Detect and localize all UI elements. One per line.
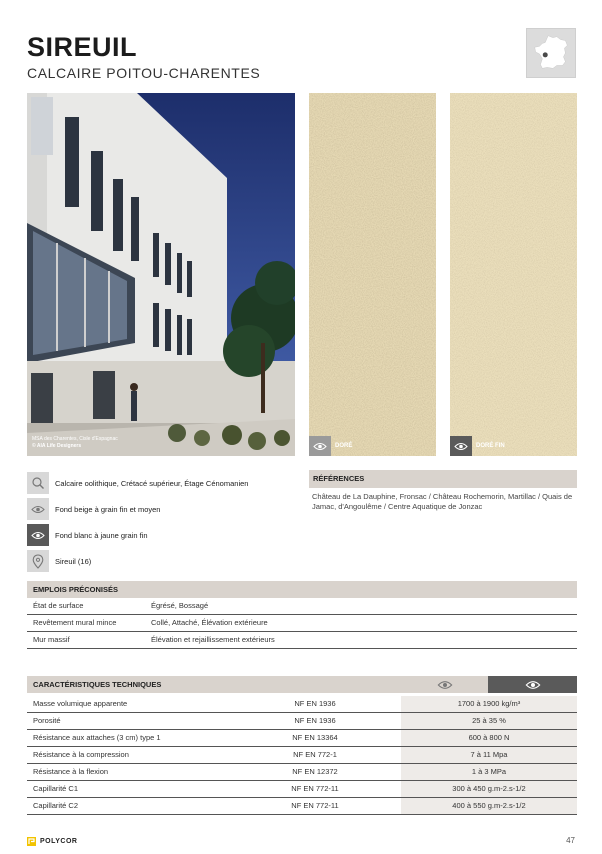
tech-value: 1700 à 1900 kg/m³ — [401, 696, 577, 712]
references-heading: RÉFÉRENCES — [309, 470, 577, 488]
tech-value: 600 à 800 N — [401, 730, 577, 746]
tech-label: Capillarité C1 — [33, 784, 79, 793]
stone-swatch-dore — [309, 93, 436, 456]
page-title: SIREUIL — [27, 32, 138, 62]
tech-norm: NF EN 772-11 — [291, 784, 339, 793]
table-row — [27, 730, 577, 747]
table-row — [27, 747, 577, 764]
tech-label: Masse volumique apparente — [33, 699, 128, 708]
tech-heading: CARACTÉRISTIQUES TECHNIQUES — [27, 676, 577, 693]
emplois-label: Mur massif — [33, 635, 70, 644]
emplois-value: Élévation et rejaillissement extérieurs — [151, 635, 275, 644]
tech-norm: NF EN 13364 — [292, 733, 338, 742]
page-number: 47 — [566, 836, 575, 845]
tech-value: 300 à 450 g.m-2.s-1/2 — [401, 781, 577, 797]
emplois-heading: EMPLOIS PRÉCONISÉS — [27, 581, 577, 598]
polycor-logo — [27, 837, 77, 846]
tech-label: Résistance aux attaches (3 cm) type 1 — [33, 733, 161, 742]
eye-icon — [488, 676, 577, 693]
tech-label: Résistance à la flexion — [33, 767, 109, 776]
feature-location — [27, 550, 287, 572]
feature-text: Sireuil (16) — [55, 556, 92, 566]
eye-icon — [309, 436, 331, 456]
table-row — [27, 598, 577, 615]
tech-label: Capillarité C2 — [33, 801, 79, 810]
table-row — [27, 764, 577, 781]
tech-norm: NF EN 772-11 — [291, 801, 339, 810]
brand-name: POLYCOR — [40, 838, 78, 845]
eye-icon — [401, 676, 488, 693]
building-photo — [27, 93, 295, 456]
feature-text: Calcaire oolithique, Crétacé supérieur, Étage Cénomanien — [55, 478, 249, 488]
polycor-logo-mark-icon — [27, 837, 36, 846]
feature-text: Fond blanc à jaune grain fin — [55, 530, 148, 540]
table-row — [27, 781, 577, 798]
france-map-icon — [526, 28, 576, 78]
emplois-label: État de surface — [33, 601, 84, 610]
table-row — [27, 798, 577, 815]
feature-dore-fin — [27, 524, 287, 546]
tech-label: Porosité — [33, 716, 61, 725]
tech-value: 1 à 3 MPa — [401, 764, 577, 780]
tech-norm: NF EN 1936 — [294, 716, 336, 725]
swatch-label: DORÉ FIN — [476, 443, 505, 449]
emplois-value: Collé, Attaché, Élévation extérieure — [151, 618, 268, 627]
tech-norm: NF EN 772-1 — [293, 750, 337, 759]
stone-swatch-dore-fin — [450, 93, 577, 456]
emplois-value: Égrésé, Bossagé — [151, 601, 209, 610]
table-row — [27, 696, 577, 713]
feature-geology — [27, 472, 287, 494]
tech-label: Résistance à la compression — [33, 750, 129, 759]
location-pin-icon — [27, 550, 49, 572]
emplois-label: Revêtement mural mince — [33, 618, 117, 627]
tech-norm: NF EN 12372 — [292, 767, 338, 776]
eye-icon — [27, 524, 49, 546]
photo-caption-line2: © AIA Life Designers — [32, 443, 82, 449]
tech-norm: NF EN 1936 — [294, 699, 336, 708]
references-text: Château de La Dauphine, Fronsac / Château Rochemorin, Martillac / Quais de Jamac, d'Angoulême / Centre Aquatique de Jonzac — [312, 492, 573, 511]
eye-icon — [450, 436, 472, 456]
tech-value: 400 à 550 g.m-2.s-1/2 — [401, 798, 577, 814]
table-row — [27, 713, 577, 730]
map-marker — [543, 52, 548, 57]
photo-caption-line1: MSA des Charentes, Cisle d'Espagnac — [32, 436, 118, 442]
tech-value: 25 à 35 % — [401, 713, 577, 729]
table-row — [27, 632, 577, 649]
search-icon — [27, 472, 49, 494]
swatch-label: DORÉ — [335, 443, 353, 449]
feature-text: Fond beige à grain fin et moyen — [55, 504, 161, 514]
page-subtitle: CALCAIRE POITOU-CHARENTES — [27, 65, 261, 81]
feature-dore — [27, 498, 287, 520]
eye-icon — [27, 498, 49, 520]
table-row — [27, 615, 577, 632]
tech-value: 7 à 11 Mpa — [401, 747, 577, 763]
